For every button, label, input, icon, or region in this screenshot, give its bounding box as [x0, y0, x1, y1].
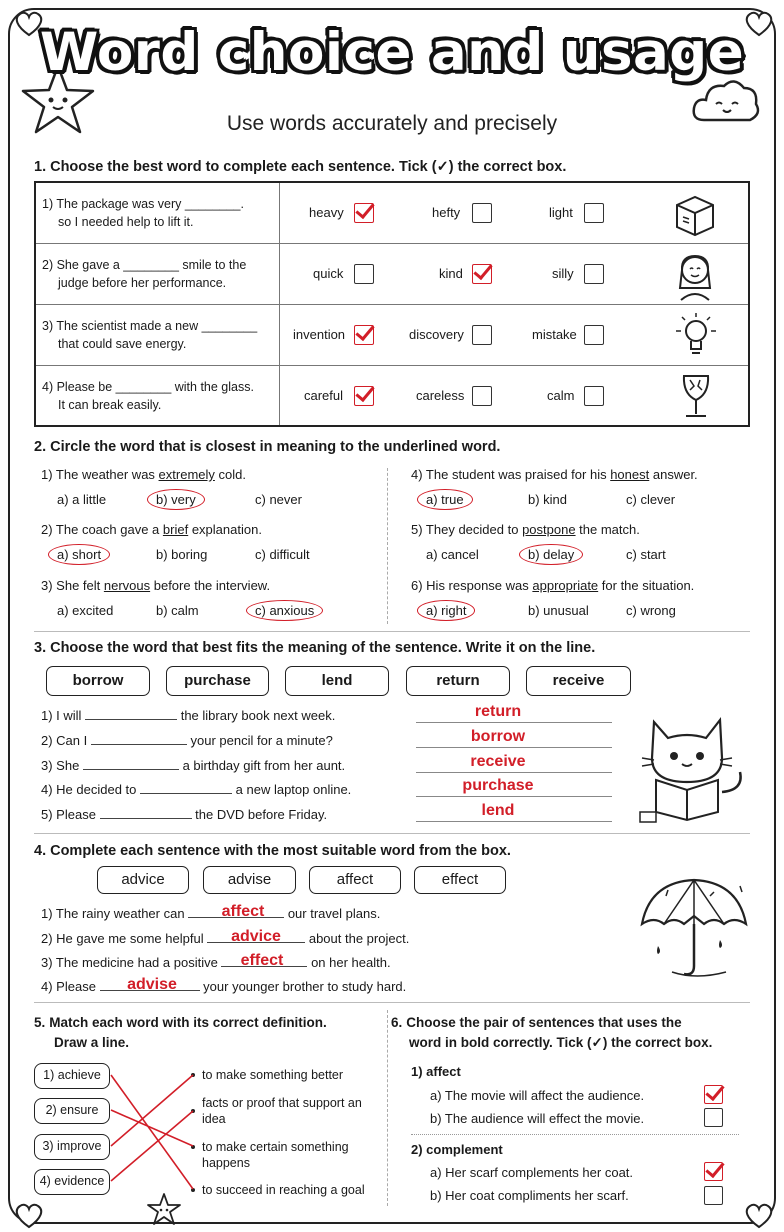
section5-heading: 5. Match each word with its correct definition. Draw a line. — [34, 1015, 327, 1050]
answer-option[interactable]: c) difficult — [255, 547, 310, 562]
checkbox-checked[interactable] — [354, 386, 374, 406]
cat-reading-icon — [632, 708, 752, 826]
option-label: light — [549, 205, 573, 220]
section2-question: 6) His response was appropriate for the situation. — [411, 578, 695, 593]
handwritten-answer[interactable]: lend — [481, 802, 515, 819]
section-divider — [34, 1002, 750, 1003]
answer-option[interactable]: b) boring — [156, 547, 208, 562]
match-definition[interactable]: to make certain something happens — [202, 1140, 349, 1170]
page-subtitle: Use words accurately and precisely — [226, 112, 558, 135]
heart-corner-icon — [742, 1200, 776, 1230]
section6-option: a) Her scarf complements her coat. — [430, 1165, 634, 1180]
checkbox-checked[interactable] — [704, 1162, 723, 1181]
page-title: Word choice and usage — [39, 22, 745, 83]
option-label: hefty — [432, 205, 461, 220]
answer-line — [416, 722, 612, 723]
section4-sentence: 2) He gave me some helpful about the project. — [41, 931, 410, 946]
match-word[interactable]: 3) improve — [34, 1134, 110, 1160]
handwritten-answer[interactable]: affect — [221, 903, 265, 920]
section-divider — [34, 631, 750, 632]
answer-option-circled[interactable]: a) short — [48, 544, 110, 565]
section1-row: 4) Please be ________ with the glass. It can break easily. careful careless calm — [36, 366, 748, 427]
checkbox-checked[interactable] — [704, 1085, 723, 1104]
option-label: kind — [439, 266, 463, 281]
section6-option: a) The movie will affect the audience. — [430, 1088, 645, 1103]
handwritten-answer[interactable]: receive — [470, 753, 526, 770]
checkbox[interactable] — [354, 264, 374, 284]
handwritten-answer[interactable]: return — [474, 703, 522, 720]
section4-sentence: 4) Please your younger brother to study hard. — [41, 979, 407, 994]
section1-heading: 1. Choose the best word to complete each sentence. Tick (✓) the correct box. — [34, 159, 567, 175]
checkbox-checked[interactable] — [472, 264, 492, 284]
option-label: heavy — [309, 205, 344, 220]
answer-option[interactable]: b) calm — [156, 603, 199, 618]
answer-option[interactable]: b) unusual — [528, 603, 589, 618]
girl-icon — [669, 248, 721, 302]
column-divider — [387, 1010, 388, 1206]
answer-option[interactable]: c) start — [626, 547, 666, 562]
word-bank-item: purchase — [166, 666, 269, 696]
box-icon — [669, 191, 721, 239]
lightbulb-icon — [672, 311, 720, 361]
checkbox-checked[interactable] — [354, 203, 374, 223]
match-definition[interactable]: to make something better — [202, 1068, 344, 1082]
handwritten-answer[interactable]: effect — [240, 952, 284, 969]
umbrella-icon — [636, 872, 754, 984]
section2-heading: 2. Circle the word that is closest in meaning to the underlined word. — [34, 439, 501, 455]
section3-heading: 3. Choose the word that best fits the meaning of the sentence. Write it on the line. — [34, 640, 596, 656]
option-label: mistake — [532, 327, 577, 342]
answer-option-circled[interactable]: b) very — [147, 489, 205, 510]
section3-sentence: 1) I will the library book next week. — [41, 708, 336, 723]
star-small-icon — [146, 1192, 182, 1226]
answer-option[interactable]: a) a little — [57, 492, 107, 507]
section2-question: 3) She felt nervous before the interview. — [41, 578, 271, 593]
checkbox[interactable] — [704, 1108, 723, 1127]
checkbox[interactable] — [584, 264, 604, 284]
checkbox[interactable] — [472, 386, 492, 406]
answer-line — [416, 772, 612, 773]
section2-question: 2) The coach gave a brief explanation. — [41, 522, 262, 537]
answer-option[interactable]: c) never — [255, 492, 302, 507]
handwritten-answer[interactable]: advice — [231, 928, 281, 945]
handwritten-answer[interactable]: purchase — [462, 777, 534, 794]
answer-option[interactable]: c) clever — [626, 492, 676, 507]
handwritten-answer[interactable]: borrow — [470, 728, 526, 745]
match-lines — [110, 1060, 196, 1200]
section3-sentence: 3) She a birthday gift from her aunt. — [41, 758, 346, 773]
answer-option-circled[interactable]: c) anxious — [246, 600, 323, 621]
answer-option[interactable]: a) excited — [57, 603, 114, 618]
word-bank-item: return — [406, 666, 510, 696]
checkbox[interactable] — [584, 386, 604, 406]
section3-sentence: 5) Please the DVD before Friday. — [41, 807, 328, 822]
match-definition[interactable]: facts or proof that support an idea — [202, 1096, 362, 1126]
column-divider — [387, 468, 388, 624]
section1-table — [34, 181, 750, 427]
broken-glass-icon — [676, 372, 716, 422]
word-bank-item: borrow — [46, 666, 150, 696]
section3-sentence: 2) Can I your pencil for a minute? — [41, 733, 333, 748]
checkbox[interactable] — [472, 325, 492, 345]
section1-row: 1) The package was very ________. so I needed help to lift it. heavy hefty light — [36, 183, 748, 244]
option-label: quick — [313, 266, 344, 281]
option-label: invention — [293, 327, 346, 342]
checkbox[interactable] — [704, 1186, 723, 1205]
heart-corner-icon — [12, 1200, 46, 1230]
option-label: careless — [416, 388, 465, 403]
answer-option-circled[interactable]: b) delay — [519, 544, 583, 565]
section6-heading-word: 1) affect — [411, 1064, 461, 1079]
answer-option[interactable]: c) wrong — [626, 603, 676, 618]
match-word[interactable]: 2) ensure — [34, 1098, 110, 1124]
checkbox-checked[interactable] — [354, 325, 374, 345]
section1-row: 2) She gave a ________ smile to the judge before her performance. quick kind silly — [36, 244, 748, 305]
word-bank-item: receive — [526, 666, 631, 696]
answer-line — [416, 747, 612, 748]
section4-sentence: 1) The rainy weather can our travel plans. — [41, 906, 381, 921]
answer-option[interactable]: a) cancel — [426, 547, 479, 562]
word-bank-item: advice — [97, 866, 189, 894]
checkbox[interactable] — [584, 325, 604, 345]
option-label: careful — [304, 388, 344, 403]
section4-heading: 4. Complete each sentence with the most suitable word from the box. — [34, 843, 511, 859]
section6-option: b) Her coat compliments her scarf. — [430, 1188, 629, 1203]
match-word[interactable]: 1) achieve — [34, 1063, 110, 1089]
word-bank-item: effect — [414, 866, 506, 894]
answer-option-circled[interactable]: a) right — [417, 600, 475, 621]
section6-divider — [411, 1134, 739, 1135]
option-label: discovery — [409, 327, 464, 342]
answer-option[interactable]: b) kind — [528, 492, 568, 507]
handwritten-answer[interactable]: advise — [127, 976, 177, 993]
word-bank-item: affect — [309, 866, 401, 894]
answer-option-circled[interactable]: a) true — [417, 489, 473, 510]
section-divider — [34, 833, 750, 834]
section6-heading-word: 2) complement — [411, 1142, 503, 1157]
option-label: silly — [552, 266, 574, 281]
section1-row: 3) The scientist made a new ________ that could save energy. invention discovery mistake — [36, 305, 748, 366]
section2-question: 5) They decided to postpone the match. — [411, 522, 640, 537]
section6-option: b) The audience will effect the movie. — [430, 1111, 645, 1126]
answer-line — [416, 796, 612, 797]
section2-question: 4) The student was praised for his honest answer. — [411, 467, 698, 482]
word-bank-item: advise — [203, 866, 296, 894]
section4-sentence: 3) The medicine had a positive on her health. — [41, 955, 391, 970]
word-bank-item: lend — [285, 666, 389, 696]
section3-sentence: 4) He decided to a new laptop online. — [41, 782, 352, 797]
match-definition[interactable]: to succeed in reaching a goal — [202, 1183, 365, 1197]
answer-line — [416, 821, 612, 822]
match-word[interactable]: 4) evidence — [34, 1169, 110, 1195]
section2-question: 1) The weather was extremely cold. — [41, 467, 246, 482]
checkbox[interactable] — [584, 203, 604, 223]
option-label: calm — [547, 388, 575, 403]
section6-heading: 6. Choose the pair of sentences that uses the word in bold correctly. Tick (✓) the correct box. — [391, 1015, 713, 1050]
checkbox[interactable] — [472, 203, 492, 223]
